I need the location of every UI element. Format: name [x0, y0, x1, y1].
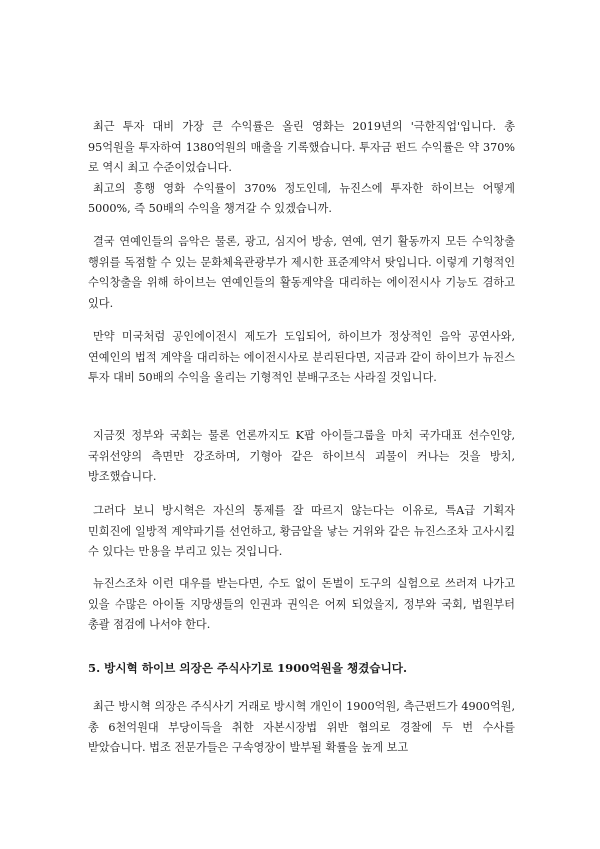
paragraph-group-6: [88, 574, 515, 636]
paragraph-1: 최근 투자 대비 가장 큰 수익률은 올린 영화는 2019년의 '극한직업'입니다. 총 95억원을 투자하여 1380억원의 매출을 기록했습니다. 투자금 펀드 수익률은 약 370%로 역시 최고 수준이었습니다.: [88, 120, 515, 174]
paragraph-7: 뉴진스조차 이런 대우를 받는다면, 수도 없이 돈벌이 도구의 실험으로 쓰러져 나가고 있을 수많은 아이돌 지망생들의 인권과 권익은 어찌 되었을지, 정부와 국회, 법원부터 총괄 점검에 나서야 한다.: [88, 577, 515, 631]
paragraph-group-3: [88, 327, 515, 389]
paragraph-group-7: [88, 697, 515, 759]
paragraph-group-5: [88, 501, 515, 563]
section-heading: 5. 방시혁 하이브 의장은 주식사기로 1900억원을 챙겼습니다.: [88, 661, 408, 675]
paragraph-group-1: [88, 117, 515, 220]
paragraph-group-4: [88, 426, 515, 488]
paragraph-3: 결국 연예인들의 음악은 물론, 광고, 심지어 방송, 연예, 연기 활동까지 모든 수익창출 행위를 독점할 수 있는 문화체육관광부가 제시한 표준계약서 탓입니다. 이렇게 기형적인 수익창출을 위해 하이브는 연예인들의 활동계약을 대리하는 에이전시사 기능도 겸하고 있다.: [88, 235, 515, 310]
paragraph-2: 최고의 흥행 영화 수익률이 370% 정도인데, 뉴진스에 투자한 하이브는 어떻게 5000%, 즉 50배의 수익을 챙겨갈 수 있겠습니까.: [88, 181, 515, 215]
paragraph-6: 그러다 보니 방시혁은 자신의 통제를 잘 따르지 않는다는 이유로, 특A급 기획자 민희진에 일방적 계약파기를 선언하고, 황금알을 낳는 거위와 같은 뉴진스조차 고사시킬 수 있다는 만용을 부리고 있는 것입니다.: [88, 504, 515, 558]
paragraph-group-2: [88, 232, 515, 314]
paragraph-4: 만약 미국처럼 공인에이전시 제도가 도입되어, 하이브가 정상적인 음악 공연사와, 연예인의 법적 계약을 대리하는 에이전시사로 분리된다면, 지금과 같이 하이브가 뉴진스 투자 대비 50배의 수익을 올리는 기형적인 분배구조는 사라질 것입니다.: [88, 330, 515, 384]
paragraph-5: 지금껏 정부와 국회는 물론 언론까지도 K팝 아이들그룹을 마치 국가대표 선수인양, 국위선양의 측면만 강조하며, 기형아 같은 하이브식 괴물이 커나는 것을 방치, 방조했습니다.: [88, 429, 515, 483]
final-paragraph: 최근 방시혁 의장은 주식사기 거래로 방시혁 개인이 1900억원, 측근펀드가 4900억원, 총 6천억원대 부당이득을 취한 자본시장법 위반 혐의로 경찰에 두 번 수사를 받았습니다. 법조 전문가들은 구속영장이 발부될 확률을 높게 보고: [88, 700, 515, 754]
